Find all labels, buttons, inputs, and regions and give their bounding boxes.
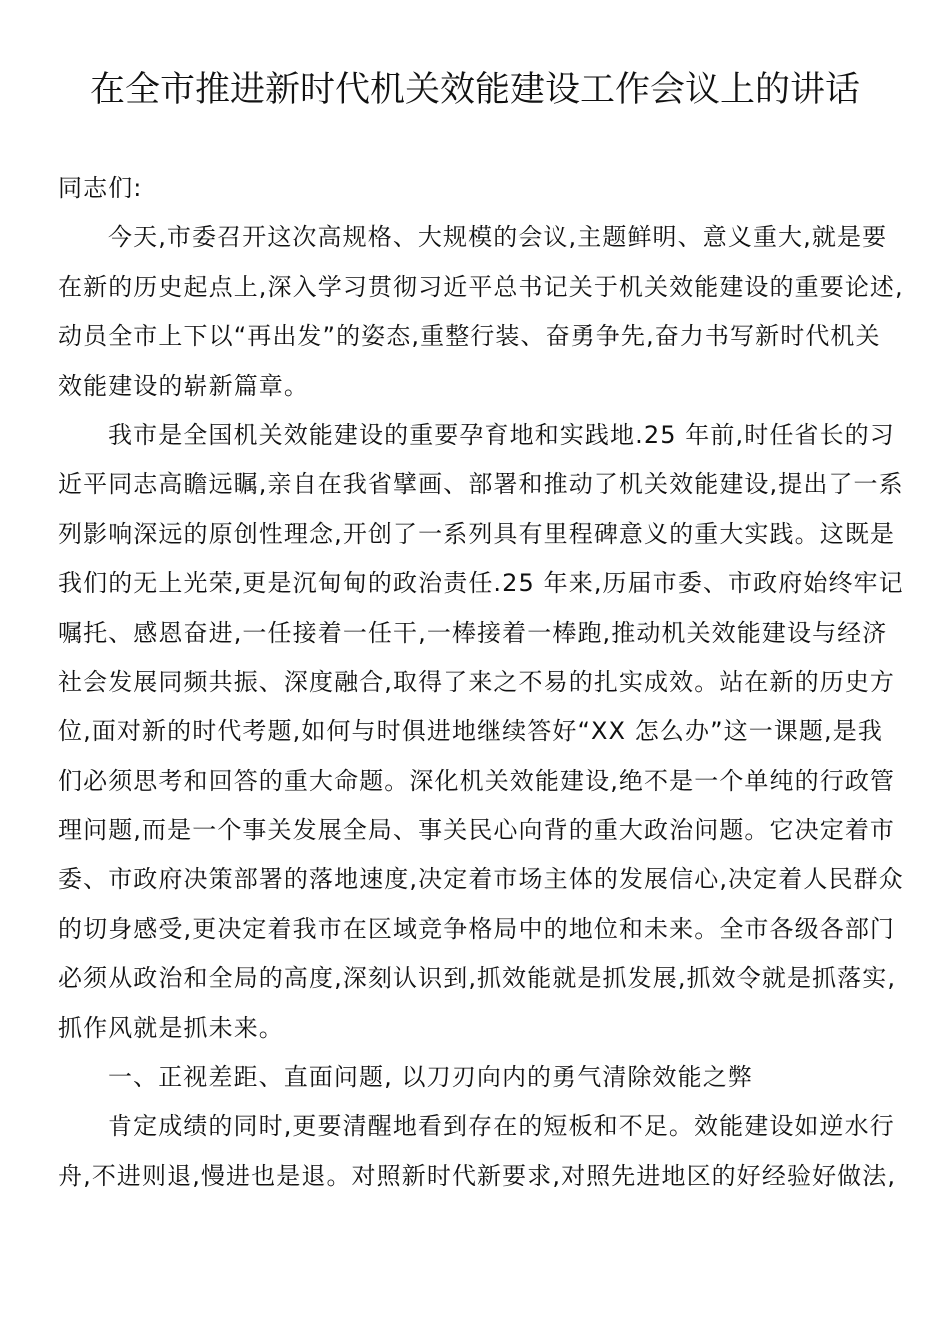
paragraph-background [58, 411, 904, 1053]
text-line: 我们的无上光荣,更是沉甸甸的政治责任.25 年来,历届市委、市政府始终牢记 [58, 569, 904, 598]
text-line: 今天,市委召开这次高规格、大规模的会议,主题鲜明、意义重大,就是要 [108, 223, 888, 252]
text-line: 近平同志高瞻远瞩,亲自在我省擘画、部署和推动了机关效能建设,提出了一系 [58, 470, 904, 499]
text-line: 抓作风就是抓未来。 [58, 1013, 284, 1042]
text-line: 们必须思考和回答的重大命题。深化机关效能建设,绝不是一个单纯的行政管 [58, 766, 896, 795]
text-line: 列影响深远的原创性理念,开创了一系列具有里程碑意义的重大实践。这既是 [58, 519, 896, 548]
text-line: 嘱托、感恩奋进,一任接着一任干,一棒接着一棒跑,推动机关效能建设与经济 [58, 618, 888, 647]
text-line: 的切身感受,更决定着我市在区域竞争格局中的地位和未来。全市各级各部门 [58, 914, 896, 943]
text-line: 理问题,而是一个事关发展全局、事关民心向背的重大政治问题。它决定着市 [58, 816, 896, 845]
text-line: 效能建设的崭新篇章。 [58, 371, 309, 400]
text-line: 在新的历史起点上,深入学习贯彻习近平总书记关于机关效能建设的重要论述, [58, 272, 904, 301]
salutation: 同志们: [58, 174, 143, 202]
text-line: 动员全市上下以“再出发”的姿态,重整行装、奋勇争先,奋力书写新时代机关 [58, 322, 881, 351]
document-title: 在全市推进新时代机关效能建设工作会议上的讲话 [89, 70, 860, 110]
text-line: 必须从政治和全局的高度,深刻认识到,抓效能就是抓发展,抓效令就是抓落实, [58, 964, 897, 993]
text-line: 委、市政府决策部署的落地速度,决定着市场主体的发展信心,决定着人民群众 [58, 865, 904, 894]
text-line: 社会发展同频共振、深度融合,取得了来之不易的扎实成效。站在新的历史方 [58, 667, 896, 696]
text-line: 位,面对新的时代考题,如何与时俱进地继续答好“XX 怎么办”这一课题,是我 [58, 717, 883, 746]
text-line: 肯定成绩的同时,更要清醒地看到存在的短板和不足。效能建设如逆水行 [108, 1112, 895, 1141]
section-heading: 一、正视差距、直面问题, 以刀刃向内的勇气清除效能之弊 [108, 1063, 753, 1092]
paragraph-opening [58, 213, 904, 411]
paragraph-shortcomings [58, 1102, 897, 1201]
section-heading-1 [58, 1053, 892, 1102]
text-line: 我市是全国机关效能建设的重要孕育地和实践地.25 年前,时任省长的习 [108, 420, 895, 449]
document-body [58, 164, 904, 1201]
text-line: 舟,不进则退,慢进也是退。对照新时代新要求,对照先进地区的好经验好做法, [58, 1161, 897, 1190]
